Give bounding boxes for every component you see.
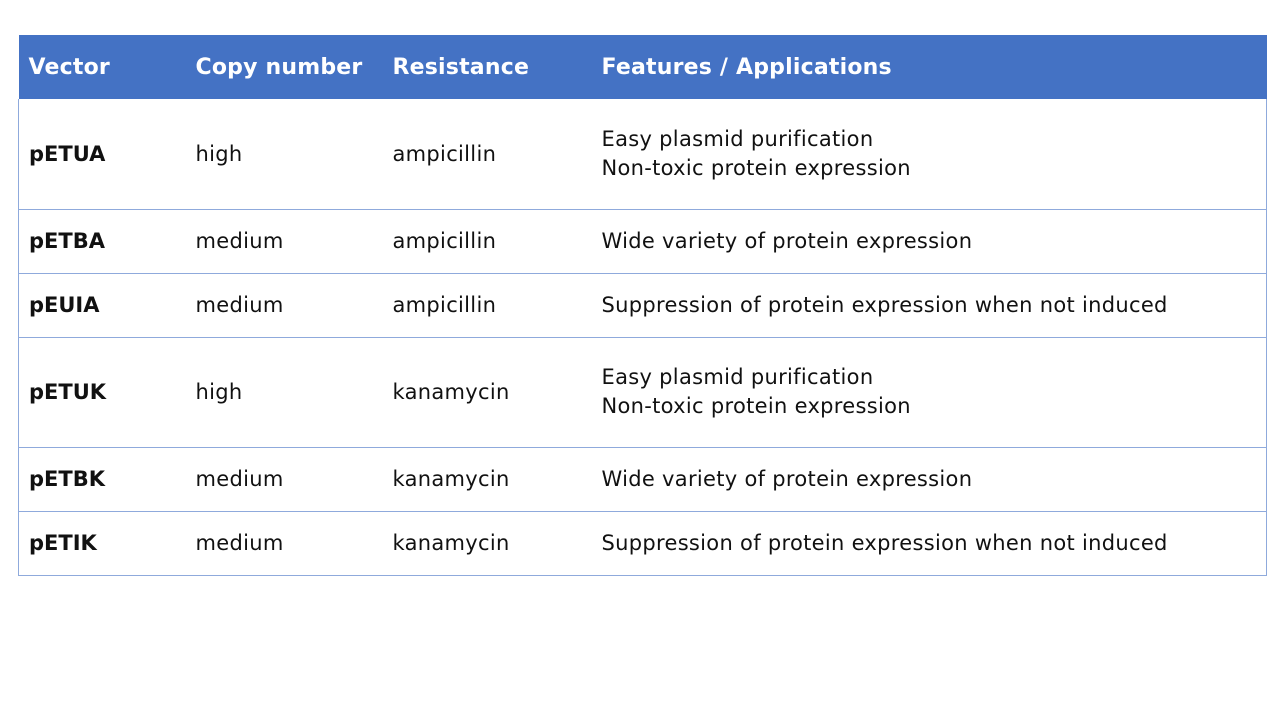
features-cell bbox=[592, 99, 1267, 209]
resistance-cell: kanamycin bbox=[383, 337, 592, 447]
features-cell bbox=[592, 511, 1267, 575]
feature-line: Wide variety of protein expression bbox=[601, 466, 973, 491]
table-row bbox=[19, 209, 1267, 273]
header-row bbox=[19, 35, 1267, 99]
header-resistance: Resistance bbox=[392, 54, 530, 80]
vector-cell: pETUK bbox=[19, 337, 186, 447]
header-copy-number: Copy number bbox=[195, 54, 363, 80]
vector-table-container bbox=[18, 35, 1266, 576]
feature-line: Non-toxic protein expression bbox=[601, 155, 911, 180]
feature-line: Easy plasmid purification bbox=[601, 126, 874, 151]
table-row bbox=[19, 511, 1267, 575]
resistance-cell: kanamycin bbox=[383, 511, 592, 575]
table-body bbox=[19, 99, 1267, 575]
table-row bbox=[19, 273, 1267, 337]
resistance-cell: kanamycin bbox=[383, 447, 592, 511]
feature-line: Wide variety of protein expression bbox=[601, 228, 973, 253]
header-features-applications: Features / Applications bbox=[601, 54, 892, 80]
resistance-cell: ampicillin bbox=[383, 273, 592, 337]
copy-number-cell: medium bbox=[186, 209, 383, 273]
vector-cell: pETBA bbox=[19, 209, 186, 273]
features-cell bbox=[592, 209, 1267, 273]
features-cell bbox=[592, 273, 1267, 337]
resistance-cell: ampicillin bbox=[392, 141, 497, 166]
vector-cell: pETIK bbox=[19, 511, 186, 575]
copy-number-cell: medium bbox=[186, 273, 383, 337]
table-header bbox=[19, 35, 1267, 99]
copy-number-cell: high bbox=[186, 337, 383, 447]
feature-line: Suppression of protein expression when not induced bbox=[601, 292, 1168, 317]
feature-line: Non-toxic protein expression bbox=[601, 394, 911, 418]
table-row bbox=[19, 447, 1267, 511]
copy-number-cell: medium bbox=[186, 447, 383, 511]
vector-cell: pETBK bbox=[19, 447, 186, 511]
copy-number-cell: high bbox=[195, 141, 243, 166]
table-row bbox=[19, 99, 1267, 209]
feature-line: Easy plasmid purification bbox=[601, 365, 874, 389]
resistance-cell: ampicillin bbox=[383, 209, 592, 273]
table-row bbox=[19, 337, 1267, 447]
vector-cell: pETUA bbox=[19, 99, 186, 209]
copy-number-cell: medium bbox=[186, 511, 383, 575]
feature-line: Suppression of protein expression when not induced bbox=[601, 530, 1168, 555]
header-vector: Vector bbox=[28, 54, 110, 80]
features-cell bbox=[592, 447, 1267, 511]
vector-cell: pEUIA bbox=[19, 273, 186, 337]
vector-table bbox=[18, 35, 1267, 576]
features-cell bbox=[592, 337, 1267, 447]
